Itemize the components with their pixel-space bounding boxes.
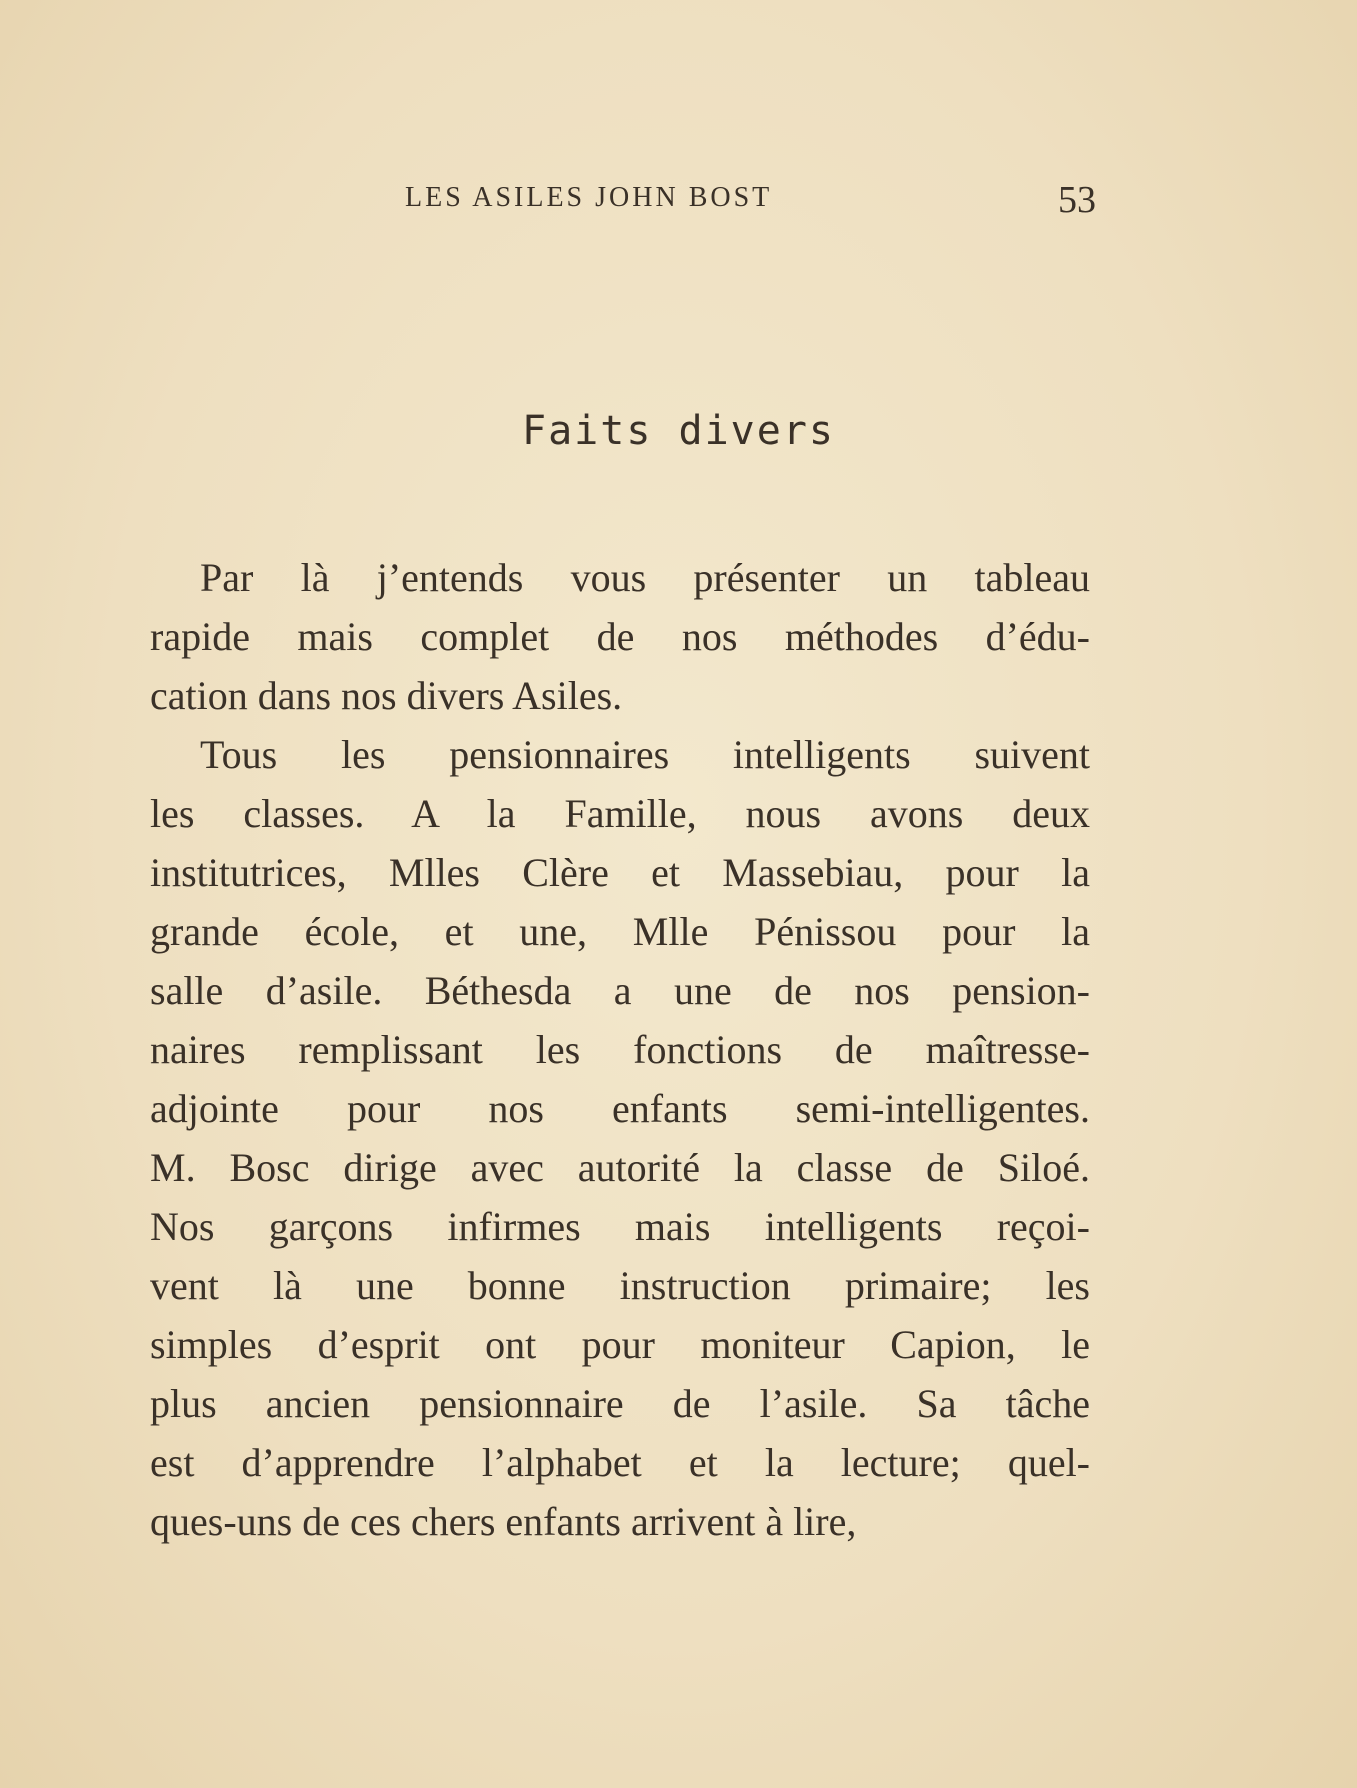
text-line: ques-uns de ces chers enfants arrivent à lire,: [150, 1499, 857, 1544]
paragraph-1: [150, 548, 1090, 725]
text-line: grande école, et une, Mlle Pénissou pour la: [150, 909, 1090, 954]
text-line: est d’apprendre l’alphabet et la lecture; quel-: [150, 1440, 1090, 1485]
text-line: M. Bosc dirige avec autorité la classe de Siloé.: [150, 1145, 1090, 1190]
text-line: les classes. A la Famille, nous avons deux: [150, 791, 1090, 836]
body-text: [150, 548, 1090, 1551]
text-line: plus ancien pensionnaire de l’asile. Sa tâche: [150, 1381, 1090, 1426]
text-line: naires remplissant les fonctions de maîtresse-: [150, 1027, 1090, 1072]
text-line: salle d’asile. Béthesda a une de nos pension-: [150, 968, 1090, 1013]
paragraph-2: [150, 725, 1090, 1551]
text-line: Tous les pensionnaires intelligents suivent: [200, 732, 1090, 777]
text-line: rapide mais complet de nos méthodes d’édu-: [150, 614, 1090, 659]
section-title: Faits divers: [522, 408, 835, 455]
text-line: Par là j’entends vous présenter un tableau: [200, 555, 1090, 600]
page-number: 53: [1058, 179, 1096, 221]
text-line: institutrices, Mlles Clère et Massebiau, pour la: [150, 850, 1090, 895]
running-head: [0, 178, 1357, 221]
text-line: simples d’esprit ont pour moniteur Capion, le: [150, 1322, 1090, 1367]
text-line: Nos garçons infirmes mais intelligents reçoi-: [150, 1204, 1090, 1249]
text-line: cation dans nos divers Asiles.: [150, 673, 623, 718]
running-title: LES ASILES JOHN BOST: [405, 182, 773, 213]
text-line: adjointe pour nos enfants semi-intelligentes.: [150, 1086, 1090, 1131]
text-line: vent là une bonne instruction primaire; les: [150, 1263, 1090, 1308]
